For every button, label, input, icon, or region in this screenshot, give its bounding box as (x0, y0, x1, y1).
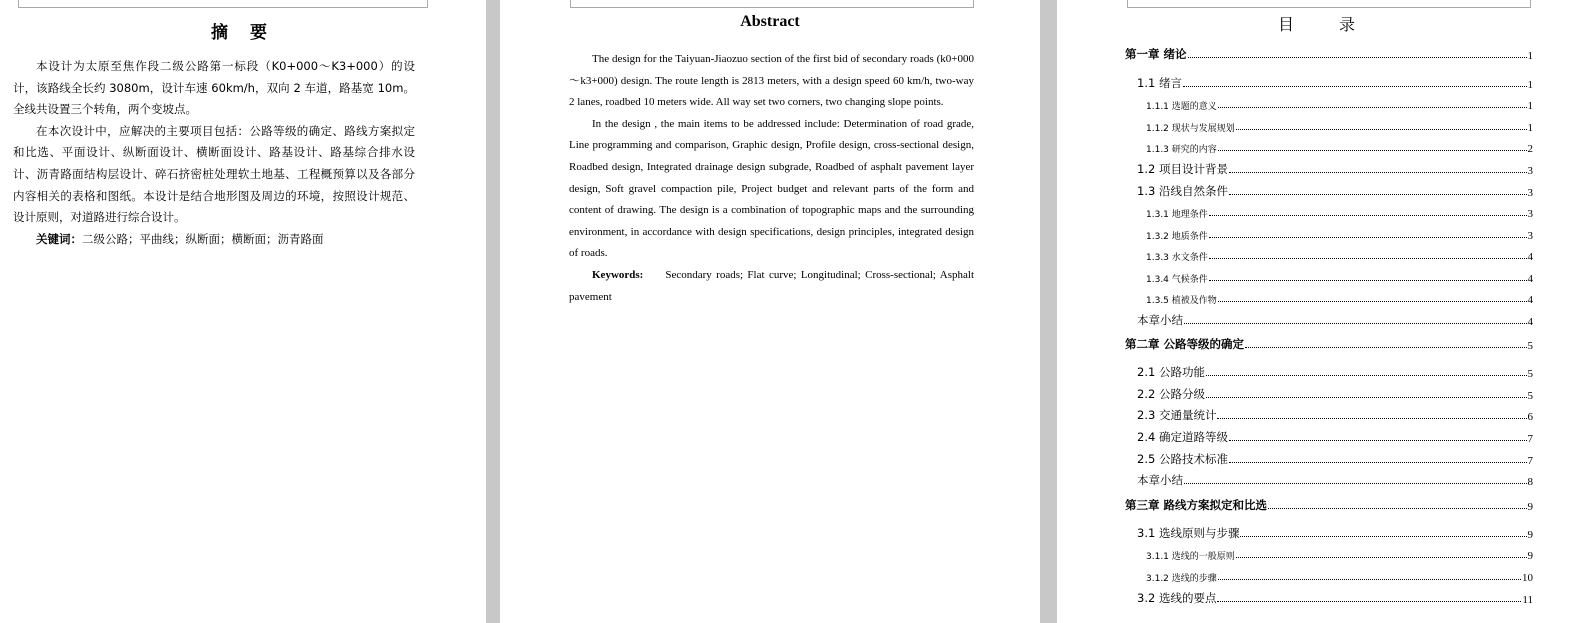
toc-entry[interactable] (1125, 429, 1533, 445)
toc-entry-page: 9 (1527, 550, 1533, 562)
toc-dot-leader (1188, 56, 1527, 58)
toc-entry-label: 第三章 路线方案拟定和比选 (1125, 498, 1268, 512)
toc-dot-leader (1218, 300, 1527, 302)
toc-entry-page: 3 (1527, 230, 1533, 242)
toc-entry[interactable] (1125, 183, 1533, 199)
toc-dot-leader (1229, 193, 1527, 195)
toc-entry[interactable] (1125, 546, 1533, 562)
toc-entry-page: 4 (1527, 294, 1533, 306)
page-gap (486, 0, 500, 623)
toc-entry[interactable] (1125, 590, 1533, 606)
toc-entry-page: 1 (1527, 50, 1533, 62)
toc-entry[interactable] (1125, 290, 1533, 306)
toc-entry-page: 1 (1527, 122, 1533, 134)
toc-entry[interactable] (1125, 407, 1533, 423)
toc-entry-page: 10 (1522, 572, 1533, 584)
toc-entry-label: 1.1 绪言 (1137, 76, 1182, 90)
zh-keywords (13, 229, 415, 251)
toc-entry-page: 1 (1527, 79, 1533, 91)
toc-dot-leader (1209, 214, 1527, 216)
en-keywords-text: Secondary roads; Flat curve; Longitudinal; Cross-sectional; Asphalt pavement (569, 268, 975, 303)
toc-dot-leader (1218, 106, 1527, 108)
toc-entry-page: 4 (1527, 316, 1533, 328)
toc-entry[interactable] (1125, 336, 1533, 352)
en-abstract-title: Abstract (740, 13, 800, 30)
toc-entry-page: 5 (1527, 368, 1533, 380)
toc-dot-leader (1236, 556, 1527, 558)
toc-entry[interactable] (1125, 139, 1533, 155)
toc-entry-label: 本章小结 (1137, 473, 1183, 487)
toc-dot-leader (1218, 578, 1521, 580)
page-corner-marks (570, 7, 974, 8)
zh-abstract-paragraph: 在本次设计中，应解决的主要项目包括：公路等级的确定、路线方案拟定和比选、平面设计、纵断面设计、横断面设计、路基设计、路基综合排水设计、沥青路面结构层设计、碎石挤密桩处理软土地基、工程概预算以及各部分内容相关的表格和图纸。本设计是结合地形图及周边的环境，按照设计规范、设计原则，对道路进行综合设计。 (13, 123, 415, 225)
toc-entry-page: 4 (1527, 251, 1533, 263)
toc-entry[interactable] (1125, 269, 1533, 285)
toc-entry-label: 1.1.2 现状与发展规划 (1146, 124, 1235, 134)
toc-entry-label: 1.3.5 植被及作物 (1146, 296, 1217, 306)
toc-entry-label: 3.1 选线原则与步骤 (1137, 526, 1240, 540)
zh-keywords-label: 关键词： (36, 231, 82, 246)
toc-entry-label: 2.4 确定道路等级 (1137, 430, 1228, 444)
toc-entry-page: 4 (1527, 273, 1533, 285)
toc-dot-leader (1218, 149, 1527, 151)
toc-entry-label: 1.3.1 地理条件 (1146, 210, 1208, 220)
toc-dot-leader (1206, 374, 1527, 376)
toc-entry[interactable] (1125, 247, 1533, 263)
toc-entry[interactable] (1125, 312, 1533, 328)
toc-entry-page: 3 (1527, 208, 1533, 220)
toc-entry[interactable] (1125, 204, 1533, 220)
toc-entry-page: 9 (1527, 529, 1533, 541)
toc-entry-label: 2.5 公路技术标准 (1137, 452, 1228, 466)
zh-abstract-body (13, 56, 415, 250)
toc-entry[interactable] (1125, 568, 1533, 584)
zh-abstract-title: 摘 要 (211, 23, 275, 43)
toc-entry-label: 1.2 项目设计背景 (1137, 162, 1228, 176)
toc-dot-leader (1236, 128, 1527, 130)
toc-entry-label: 1.1.1 选题的意义 (1146, 102, 1217, 112)
table-of-contents-page (1057, 0, 1596, 623)
toc-dot-leader (1209, 236, 1527, 238)
toc-entry[interactable] (1125, 226, 1533, 242)
toc-entry[interactable] (1125, 497, 1533, 513)
toc-entry-page: 7 (1527, 433, 1533, 445)
toc-dot-leader (1209, 279, 1527, 281)
toc-dot-leader (1240, 535, 1526, 537)
en-abstract-paragraph: The design for the Taiyuan-Jiaozuo section of the first bid of secondary roads (k0+000～k3+000) design. The route length is 2813 meters, with a design speed 60 km/h, two-way 2 lanes, roadbed 10 meters wide. All way set two corners, two changing slope points. (569, 53, 974, 109)
toc-entry-page: 8 (1527, 476, 1533, 488)
toc-entry-label: 3.2 选线的要点 (1137, 591, 1217, 605)
toc-entry-page: 7 (1527, 455, 1533, 467)
toc-entry[interactable] (1125, 75, 1533, 91)
toc-entry-label: 1.1.3 研究的内容 (1146, 145, 1217, 155)
toc-entry-page: 5 (1527, 390, 1533, 402)
toc-dot-leader (1217, 600, 1521, 602)
toc-entry-page: 1 (1527, 100, 1533, 112)
toc-entry[interactable] (1125, 525, 1533, 541)
toc-entry-page: 9 (1527, 501, 1533, 513)
english-abstract-page (500, 0, 1040, 623)
zh-keywords-text: 二级公路；平曲线；纵断面；横断面；沥青路面 (82, 231, 324, 246)
toc-entry-page: 5 (1527, 340, 1533, 352)
toc-entry[interactable] (1125, 118, 1533, 134)
toc-dot-leader (1268, 507, 1526, 509)
toc-entry-label: 2.3 交通量统计 (1137, 408, 1217, 422)
page-corner-marks (18, 7, 428, 8)
toc-entry[interactable] (1125, 46, 1533, 62)
page-gap (1040, 0, 1057, 623)
toc-entry[interactable] (1125, 96, 1533, 112)
toc-dot-leader (1229, 461, 1527, 463)
toc-entry-label: 1.3 沿线自然条件 (1137, 184, 1228, 198)
en-keywords-label: Keywords: (592, 268, 644, 281)
zh-abstract-paragraph: 本设计为太原至焦作段二级公路第一标段（K0+000～K3+000）的设计，该路线全长约 3080m，设计车速 60km/h，双向 2 车道，路基宽 10m。全线共设置三个转角，两个变坡点。 (13, 59, 415, 117)
toc-entry-label: 2.1 公路功能 (1137, 365, 1205, 379)
toc-entry-label: 2.2 公路分级 (1137, 387, 1205, 401)
toc-dot-leader (1183, 85, 1527, 87)
toc-dot-leader (1206, 396, 1527, 398)
toc-entry-label: 1.3.4 气候条件 (1146, 275, 1208, 285)
toc-entry-page: 2 (1527, 143, 1533, 155)
toc-dot-leader (1229, 439, 1527, 441)
toc-entry-label: 3.1.1 选线的一般原则 (1146, 552, 1235, 562)
toc-title: 目 录 (1277, 15, 1376, 34)
page-corner-marks (1127, 7, 1531, 8)
toc-entry[interactable] (1125, 364, 1533, 380)
en-abstract-body (569, 49, 974, 308)
toc-dot-leader (1217, 417, 1526, 419)
en-abstract-paragraph: In the design , the main items to be addressed include: Determination of road grade, Line programming and comparison, Graphic design, Profile design, cross-sectional design, Roadbed design, Integrated drainage design subgrade, Roadbed of asphalt pavement layer design, Soft gravel compaction pile, Project budget and relevant parts of the form and content of drawing. The design is a combination of topographic maps and the surrounding environment, in accordance with design specifications, design principles, integrated design of roads. (569, 117, 974, 260)
toc-dot-leader (1184, 482, 1527, 484)
chinese-abstract-page (0, 0, 486, 623)
toc-dot-leader (1184, 322, 1527, 324)
toc-entry[interactable] (1125, 161, 1533, 177)
toc-entry-label: 第一章 绪论 (1125, 47, 1187, 61)
toc-entry[interactable] (1125, 386, 1533, 402)
toc-entry[interactable] (1125, 472, 1533, 488)
toc-entry[interactable] (1125, 451, 1533, 467)
toc-entry-page: 6 (1527, 411, 1533, 423)
toc-entry-label: 1.3.3 水文条件 (1146, 253, 1208, 263)
en-keywords (569, 265, 974, 308)
toc-entry-label: 3.1.2 选线的步骤 (1146, 574, 1217, 584)
toc-dot-leader (1209, 257, 1527, 259)
toc-entry-label: 1.3.2 地质条件 (1146, 232, 1208, 242)
toc-entry-page: 3 (1527, 165, 1533, 177)
toc-dot-leader (1245, 346, 1526, 348)
toc-entry-page: 3 (1527, 187, 1533, 199)
toc-entry-page: 11 (1522, 594, 1533, 606)
toc-dot-leader (1229, 171, 1527, 173)
toc-entry-label: 本章小结 (1137, 313, 1183, 327)
toc-entry-label: 第二章 公路等级的确定 (1125, 337, 1245, 351)
